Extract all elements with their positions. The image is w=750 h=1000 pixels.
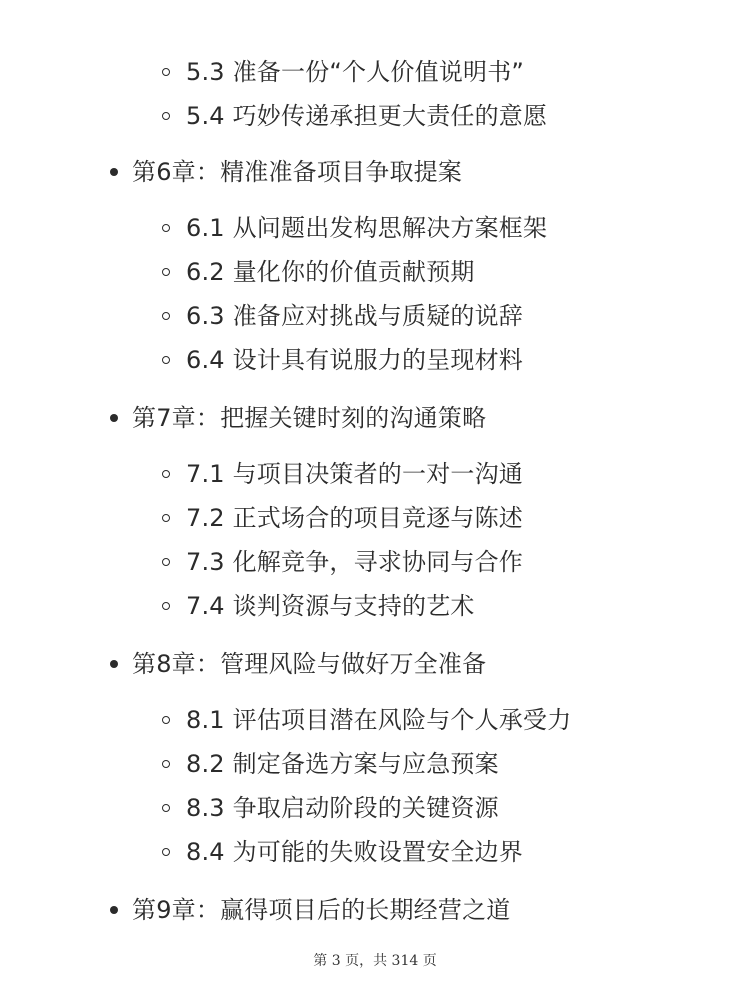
chapter-text: 第8章：管理风险与做好万全准备	[132, 650, 487, 678]
subsection-text: 7.4 谈判资源与支持的艺术	[186, 592, 475, 620]
chapter-text: 第6章：精准准备项目争取提案	[132, 158, 463, 186]
outline-subsection-7-4	[162, 590, 475, 622]
outline-subsection-5-3	[162, 56, 524, 88]
hollow-bullet-icon	[162, 602, 170, 610]
chapter-text: 第9章：赢得项目后的长期经营之道	[132, 896, 511, 924]
outline-subsection-6-1	[162, 212, 547, 244]
outline-subsection-6-3	[162, 300, 523, 332]
solid-bullet-icon	[110, 660, 118, 668]
hollow-bullet-icon	[162, 804, 170, 812]
outline-subsection-7-2	[162, 502, 523, 534]
solid-bullet-icon	[110, 906, 118, 914]
hollow-bullet-icon	[162, 68, 170, 76]
subsection-text: 7.3 化解竞争，寻求协同与合作	[186, 548, 523, 576]
subsection-text: 5.3 准备一份“个人价值说明书”	[186, 58, 525, 86]
subsection-text: 6.2 量化你的价值贡献预期	[186, 258, 475, 286]
subsection-text: 8.3 争取启动阶段的关键资源	[186, 794, 499, 822]
subsection-text: 8.2 制定备选方案与应急预案	[186, 750, 499, 778]
hollow-bullet-icon	[162, 760, 170, 768]
solid-bullet-icon	[110, 414, 118, 422]
subsection-text: 7.1 与项目决策者的一对一沟通	[186, 460, 523, 488]
hollow-bullet-icon	[162, 848, 170, 856]
outline-subsection-8-4	[162, 836, 523, 868]
page-number-footer: 第 3 页，共 314 页	[313, 953, 437, 969]
outline-subsection-6-2	[162, 256, 475, 288]
subsection-text: 6.1 从问题出发构思解决方案框架	[186, 214, 548, 242]
subsection-text: 8.1 评估项目潜在风险与个人承受力	[186, 706, 572, 734]
solid-bullet-icon	[110, 168, 118, 176]
hollow-bullet-icon	[162, 558, 170, 566]
outline-subsection-5-4	[162, 100, 547, 132]
outline-chapter-6	[110, 156, 462, 188]
hollow-bullet-icon	[162, 716, 170, 724]
subsection-text: 5.4 巧妙传递承担更大责任的意愿	[186, 102, 548, 130]
hollow-bullet-icon	[162, 470, 170, 478]
hollow-bullet-icon	[162, 112, 170, 120]
outline-subsection-6-4	[162, 344, 523, 376]
subsection-text: 6.4 设计具有说服力的呈现材料	[186, 346, 523, 374]
hollow-bullet-icon	[162, 268, 170, 276]
hollow-bullet-icon	[162, 356, 170, 364]
hollow-bullet-icon	[162, 224, 170, 232]
outline-subsection-8-1	[162, 704, 571, 736]
outline-chapter-7	[110, 402, 486, 434]
outline-chapter-8	[110, 648, 486, 680]
hollow-bullet-icon	[162, 514, 170, 522]
outline-subsection-7-3	[162, 546, 523, 578]
outline-subsection-7-1	[162, 458, 523, 490]
subsection-text: 6.3 准备应对挑战与质疑的说辞	[186, 302, 523, 330]
outline-subsection-8-2	[162, 748, 499, 780]
subsection-text: 8.4 为可能的失败设置安全边界	[186, 838, 523, 866]
outline-chapter-9	[110, 894, 510, 926]
chapter-text: 第7章：把握关键时刻的沟通策略	[132, 404, 487, 432]
subsection-text: 7.2 正式场合的项目竞逐与陈述	[186, 504, 523, 532]
outline-subsection-8-3	[162, 792, 499, 824]
hollow-bullet-icon	[162, 312, 170, 320]
